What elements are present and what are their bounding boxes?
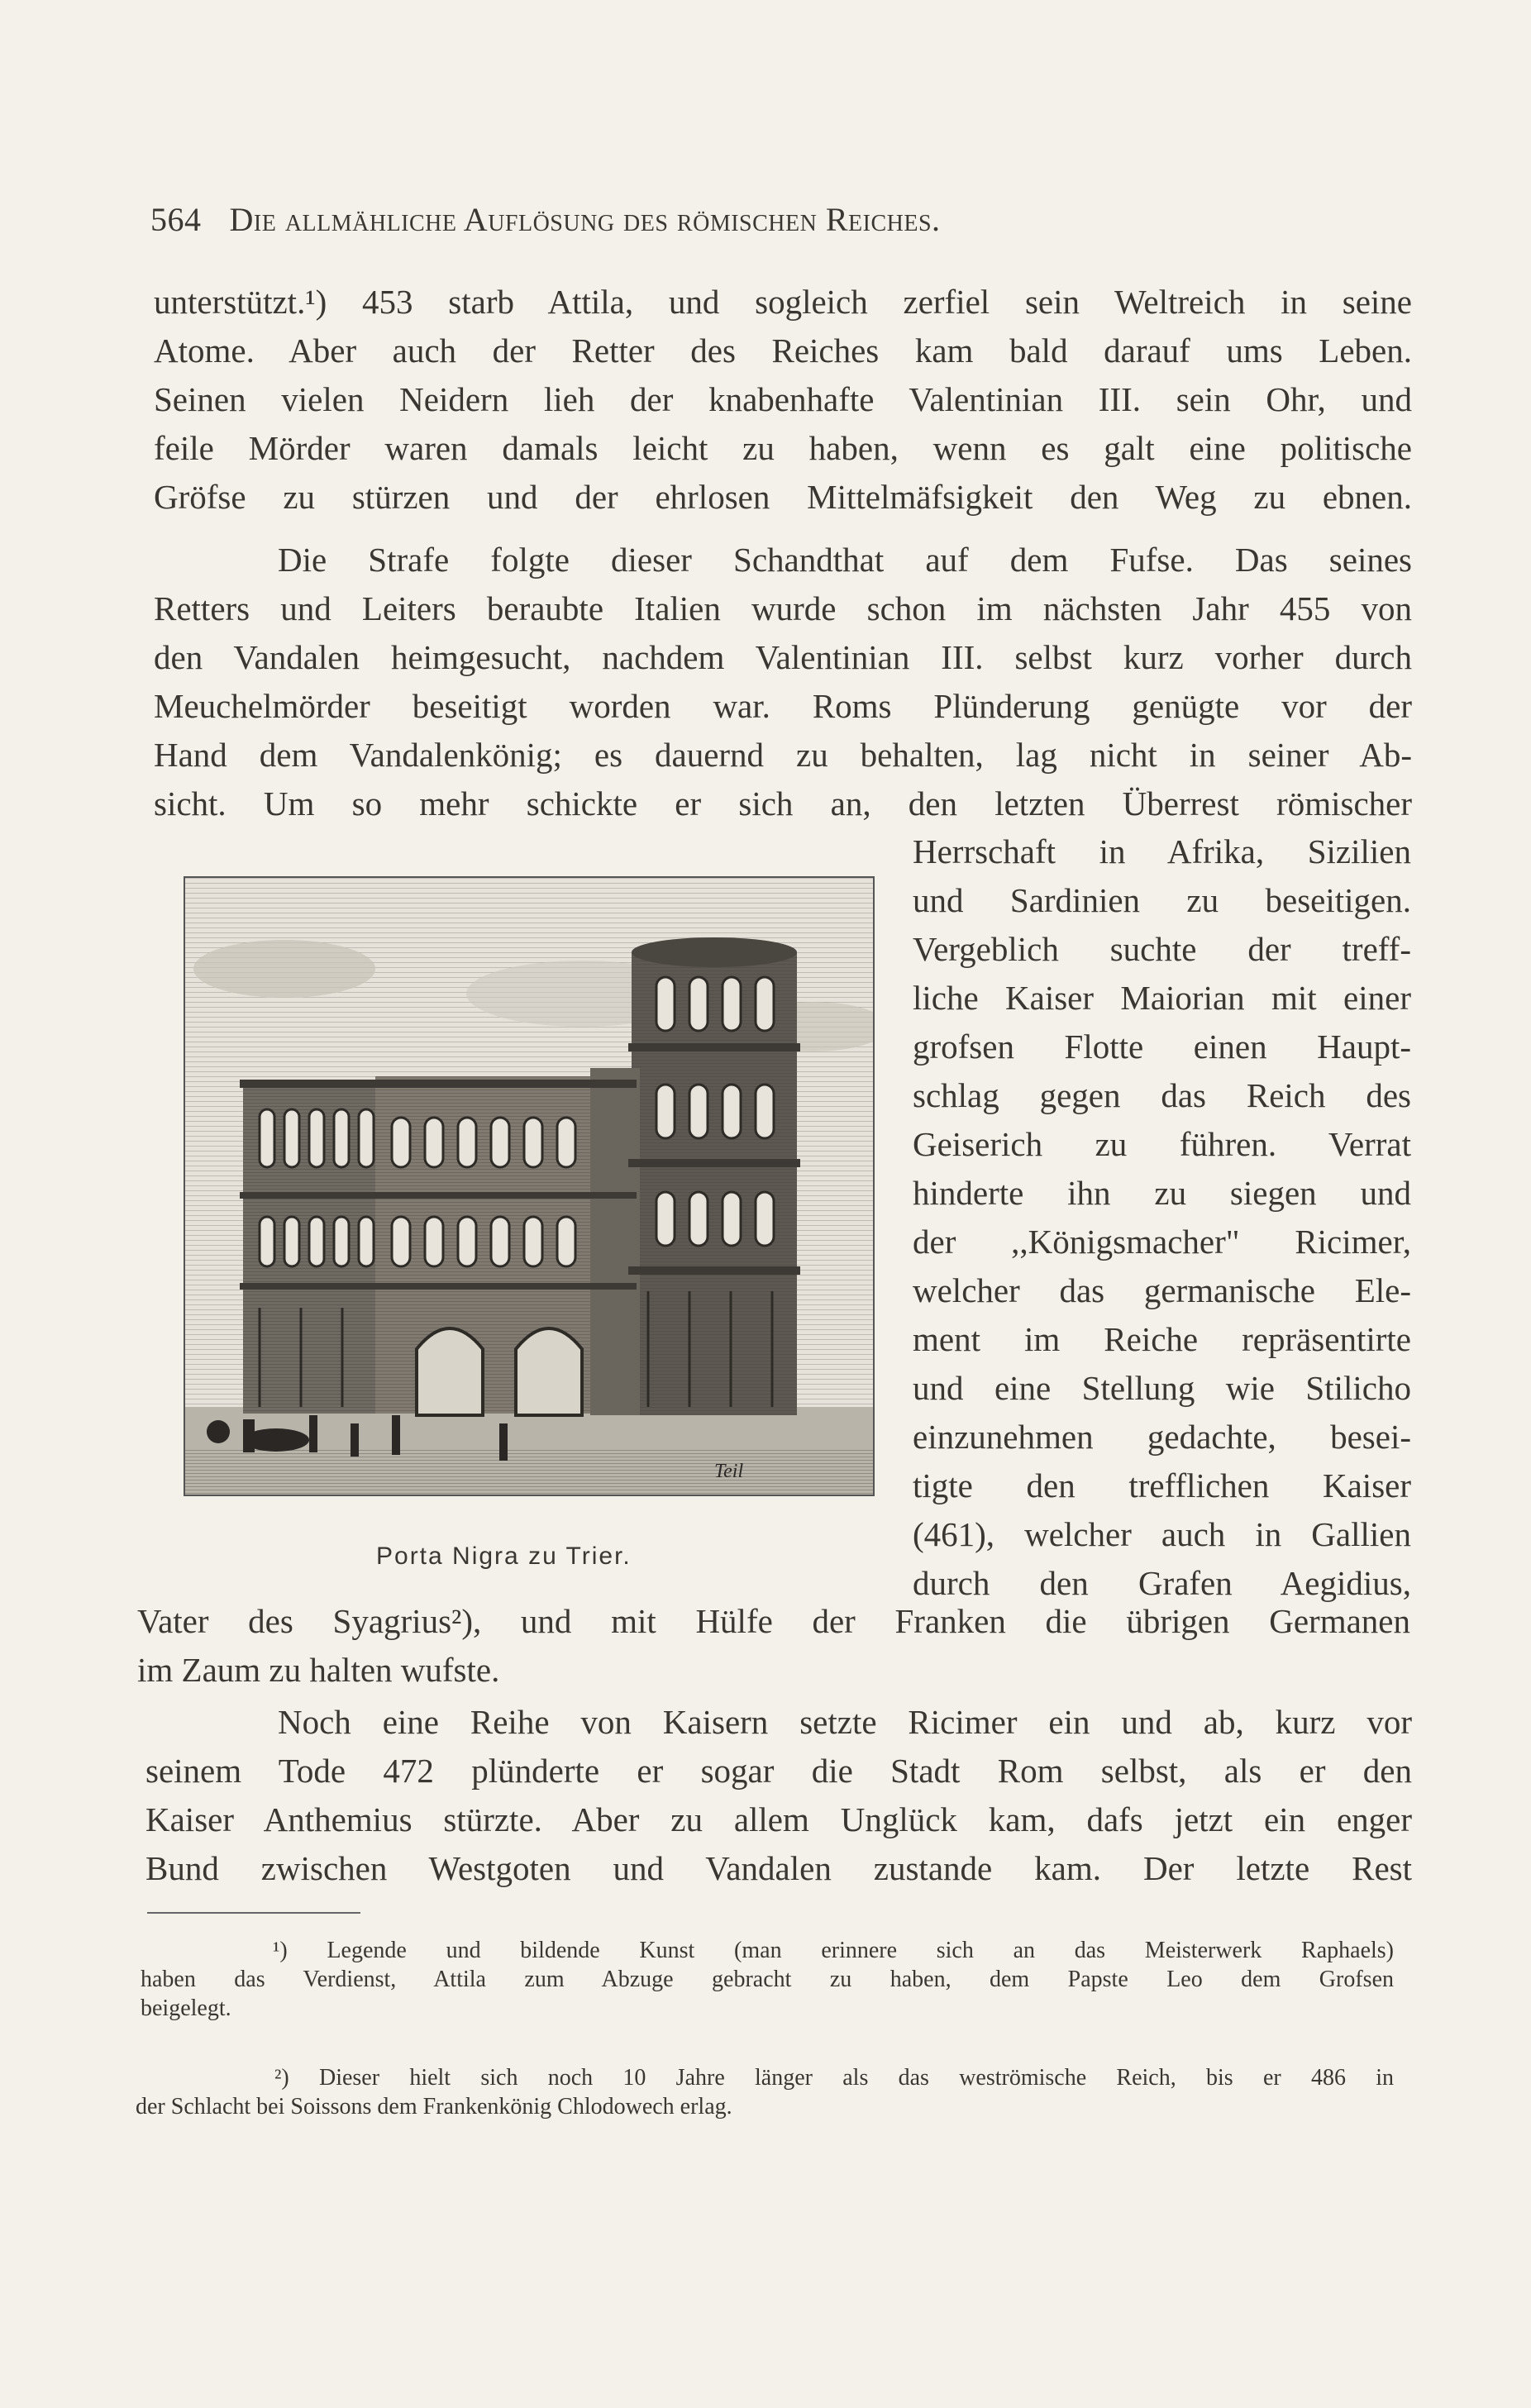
text-line: Vergeblich suchte der treff- [913,930,1411,968]
text-line: Meuchelmörder beseitigt worden war. Roms Plünderung genügte vor der [154,687,1412,725]
text-line: haben das Verdienst, Attila zum Abzuge gebracht zu haben, dem Papste Leo dem Grofsen [141,1967,1394,1992]
paragraph-2-end [137,1597,1410,1695]
text-line: ment im Reiche repräsentirte [913,1320,1411,1358]
paragraph-2-narrow [913,827,1411,1608]
paragraph-1 [154,278,1412,522]
text-line: der ,,Königsmacher" Ricimer, [913,1223,1411,1261]
text-line: und Sardinien zu beseitigen. [913,881,1411,919]
porta-nigra-illustration [184,876,875,1496]
text-line: feile Mörder waren damals leicht zu haben, wenn es galt eine politische [154,429,1412,467]
text-line: beigelegt. [141,1996,231,2021]
running-head [150,200,1424,239]
text-line: (461), welcher auch in Gallien [913,1515,1411,1553]
footnote-rule [147,1912,360,1914]
text-line: ²) Dieser hielt sich noch 10 Jahre länger als das weströmische Reich, bis er 486 in [274,2065,1394,2091]
text-line: sicht. Um so mehr schickte er sich an, den letzten Überrest römischer [154,784,1412,823]
text-line: Die Strafe folgte dieser Schandthat auf dem Fufse. Das seines [278,541,1412,579]
text-line: den Vandalen heimgesucht, nachdem Valentinian III. selbst kurz vorher durch [154,638,1412,676]
text-line: ¹) Legende und bildende Kunst (man erinnere sich an das Meisterwerk Raphaels) [273,1938,1394,1963]
text-line: Noch eine Reihe von Kaisern setzte Ricimer ein und ab, kurz vor [278,1703,1412,1741]
text-line: Hand dem Vandalenkönig; es dauernd zu behalten, lag nicht in seiner Ab- [154,736,1412,774]
text-line: tigte den trefflichen Kaiser [913,1466,1411,1504]
engraving-drawing [185,878,873,1495]
paragraph-3 [145,1698,1412,1893]
text-line: der Schlacht bei Soissons dem Frankenkönig Chlodowech erlag. [136,2094,732,2120]
text-line: Seinen vielen Neidern lieh der knabenhafte Valentinian III. sein Ohr, und [154,380,1412,418]
text-line: grofsen Flotte einen Haupt- [913,1028,1411,1066]
footnote-2 [136,2063,1394,2121]
text-line: Gröfse zu stürzen und der ehrlosen Mittelmäfsigkeit den Weg zu ebnen. [154,478,1412,516]
text-line: schlag gegen das Reich des [913,1076,1411,1114]
engraver-signature: Teil [714,1461,744,1482]
page-number: 564 [150,201,202,238]
running-title: Die allmähliche Auflösung des römischen Reiches. [229,201,941,238]
text-line: und eine Stellung wie Stilicho [913,1369,1411,1407]
text-line: Vater des Syagrius²), und mit Hülfe der Franken die übrigen Germanen [137,1602,1410,1640]
text-line: seinem Tode 472 plünderte er sogar die Stadt Rom selbst, als er den [145,1752,1412,1790]
text-line: durch den Grafen Aegidius, [913,1564,1411,1602]
paragraph-2 [154,536,1412,828]
figure-caption: Porta Nigra zu Trier. [376,1543,632,1570]
text-line: hinderte ihn zu siegen und [913,1174,1411,1212]
text-line: unterstützt.¹) 453 starb Attila, und sogleich zerfiel sein Weltreich in seine [154,283,1412,321]
text-line: einzunehmen gedachte, besei- [913,1418,1411,1456]
text-line: im Zaum zu halten wufste. [137,1651,500,1689]
text-line: Bund zwischen Westgoten und Vandalen zustande kam. Der letzte Rest [145,1849,1412,1887]
footnote-1 [141,1936,1394,2023]
text-line: Geiserich zu führen. Verrat [913,1125,1411,1163]
text-line: Atome. Aber auch der Retter des Reiches kam bald darauf ums Leben. [154,331,1412,370]
text-line: liche Kaiser Maiorian mit einer [913,979,1411,1017]
text-line: Kaiser Anthemius stürzte. Aber zu allem Unglück kam, dafs jetzt ein enger [145,1800,1412,1838]
text-line: welcher das germanische Ele- [913,1271,1411,1309]
text-line: Herrschaft in Afrika, Sizilien [913,832,1411,870]
text-line: Retters und Leiters beraubte Italien wurde schon im nächsten Jahr 455 von [154,589,1412,627]
